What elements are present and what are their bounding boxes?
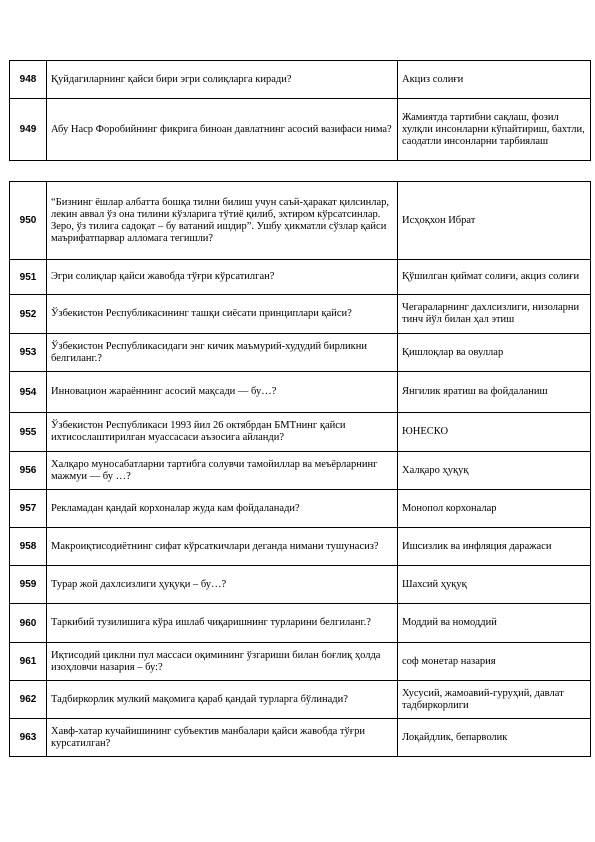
answer-text: Акциз солиғи [398, 61, 591, 99]
question-number: 952 [10, 295, 47, 334]
table-row [10, 182, 591, 260]
table-row [10, 681, 591, 719]
answer-text: соф монетар назария [398, 643, 591, 681]
question-text: Тадбиркорлик мулкий мақомига қараб қандай турларга бўлинади? [47, 681, 398, 719]
table-row [10, 334, 591, 372]
answer-text: ЮНЕСКО [398, 413, 591, 452]
question-text: Эгри солиқлар қайси жавобда тўғри кўрсатилган? [47, 260, 398, 295]
answer-text: Шахсий ҳуқуқ [398, 566, 591, 604]
table-row [10, 452, 591, 490]
question-text: Иқтисодий циклни пул массаси оқимининг ўзгариши билан боғлиқ ҳолда изоҳловчи назария – бу:? [47, 643, 398, 681]
table-row [10, 372, 591, 413]
question-number: 961 [10, 643, 47, 681]
table-row [10, 61, 591, 99]
question-number: 951 [10, 260, 47, 295]
question-text: Ўзбекистон Республикасининг ташқи сиёсати принциплари қайси? [47, 295, 398, 334]
table-row [10, 490, 591, 528]
question-text: Абу Наср Форобийнинг фикрига биноан давлатнинг асосий вазифаси нима? [47, 99, 398, 161]
question-number: 953 [10, 334, 47, 372]
answer-text: Жамиятда тартибни сақлаш, фозил хулқли инсонларни кўпайтириш, бахтли, саодатли инсонларни тарбиялаш [398, 99, 591, 161]
answer-text: Халқаро ҳуқуқ [398, 452, 591, 490]
questions-table-top [9, 60, 591, 161]
question-number: 958 [10, 528, 47, 566]
table-row [10, 295, 591, 334]
table-row [10, 566, 591, 604]
table-row [10, 643, 591, 681]
question-text: Рекламадан қандай корхоналар жуда кам фойдаланади? [47, 490, 398, 528]
answer-text: Қишлоқлар ва овуллар [398, 334, 591, 372]
question-number: 950 [10, 182, 47, 260]
question-text: Халқаро муносабатларни тартибга солувчи тамойиллар ва меъёрларнинг мажмуи — бу …? [47, 452, 398, 490]
table-row [10, 413, 591, 452]
answer-text: Ишсизлик ва инфляция даражаси [398, 528, 591, 566]
questions-table-main [9, 181, 591, 757]
question-number: 955 [10, 413, 47, 452]
table-row [10, 604, 591, 643]
answer-text: Хусусий, жамоавий-гуруҳий, давлат тадбиркорлиги [398, 681, 591, 719]
table-row [10, 719, 591, 757]
question-text: Ўзбекистон Республикасидаги энг кичик маъмурий-худудий бирликни белгиланг.? [47, 334, 398, 372]
question-text: Қуйдагиларнинг қайси бири эгри солиқларга киради? [47, 61, 398, 99]
question-number: 956 [10, 452, 47, 490]
question-text: Ўзбекистон Республикаси 1993 йил 26 октябрдан БМТнинг қайси ихтисослаштирилган муассасаси аъзосига айланди? [47, 413, 398, 452]
answer-text: Лоқайдлик, бепарволик [398, 719, 591, 757]
answer-text: Моддий ва номоддий [398, 604, 591, 643]
question-text: “Бизнинг ёшлар албатта бошқа тилни билиш учун саъй-ҳаракат қилсинлар, лекин аввал ўз она тилини кўзларига тўтиё қилиб, эхтиром кўрсатсинлар. Зеро, ўз тилига садоқат – бу ватаний ишдир”. Ушбу ҳикматли сўзлар қайси маърифатпарвар алломага тегишли? [47, 182, 398, 260]
question-text: Турар жой дахлсизлиги ҳуқуқи – бу…? [47, 566, 398, 604]
question-number: 957 [10, 490, 47, 528]
table-row [10, 99, 591, 161]
question-text: Таркибий тузилишига кўра ишлаб чиқаришнинг турларини белгиланг.? [47, 604, 398, 643]
question-number: 959 [10, 566, 47, 604]
question-number: 963 [10, 719, 47, 757]
question-text: Инновацион жараённинг асосий мақсади — бу…? [47, 372, 398, 413]
question-number: 960 [10, 604, 47, 643]
answer-text: Монопол корхоналар [398, 490, 591, 528]
question-text: Макроиқтисодиётнинг сифат кўрсаткичлари деганда нимани тушунасиз? [47, 528, 398, 566]
table-row [10, 528, 591, 566]
question-number: 962 [10, 681, 47, 719]
table-row [10, 260, 591, 295]
question-number: 948 [10, 61, 47, 99]
question-number: 949 [10, 99, 47, 161]
answer-text: Янгилик яратиш ва фойдаланиш [398, 372, 591, 413]
question-number: 954 [10, 372, 47, 413]
answer-text: Чегараларнинг дахлсизлиги, низоларни тинч йўл билан ҳал этиш [398, 295, 591, 334]
question-text: Хавф-хатар кучайишининг субъектив манбалари қайси жавобда тўғри курсатилган? [47, 719, 398, 757]
answer-text: Қўшилган қиймат солиғи, акциз солиғи [398, 260, 591, 295]
answer-text: Исҳоқхон Ибрат [398, 182, 591, 260]
